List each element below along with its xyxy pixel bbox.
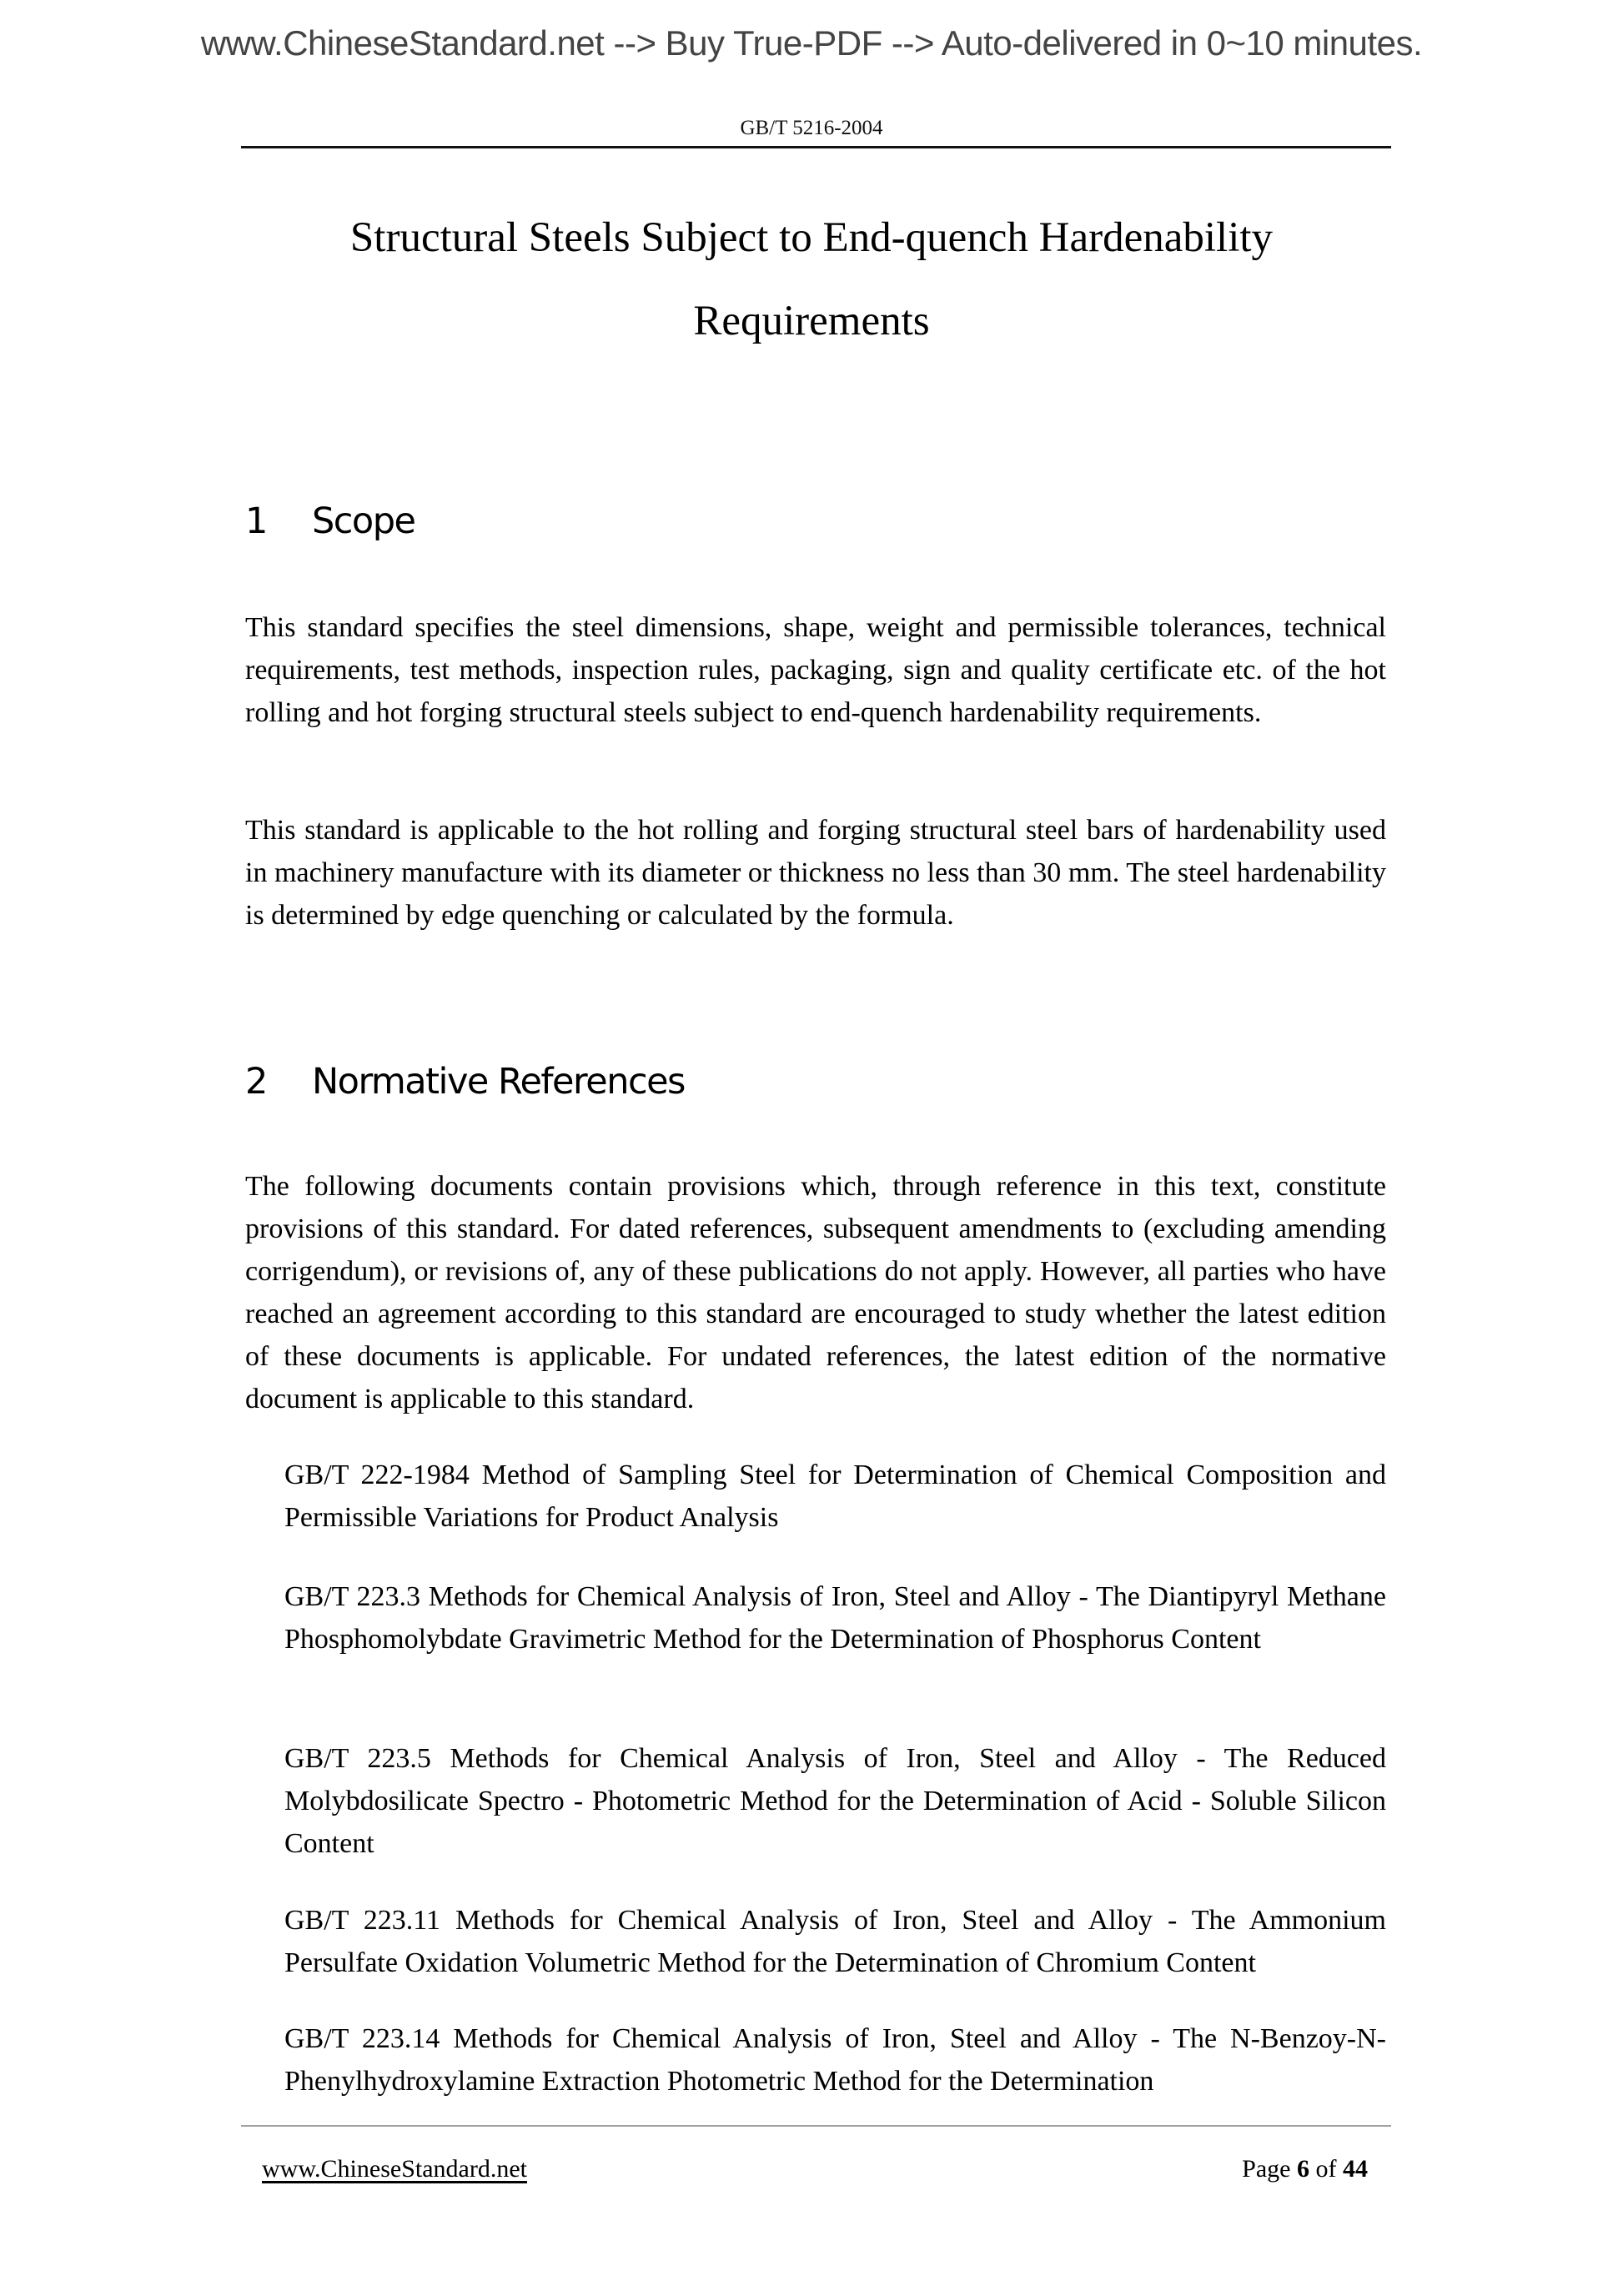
section-number: 2 xyxy=(245,1061,267,1103)
header-rule xyxy=(241,146,1391,148)
document-title-line-2: Requirements xyxy=(693,298,930,344)
footer-website-link[interactable]: www.ChineseStandard.net xyxy=(262,2155,527,2183)
page-number xyxy=(1242,2155,1368,2183)
reference-item: GB/T 223.11 Methods for Chemical Analysis of Iron, Steel and Alloy - The Ammonium Persulfate Oxidation Volumetric Method for the Determination of Chromium Content xyxy=(284,1905,1386,1978)
page-of: of xyxy=(1309,2155,1343,2183)
top-banner: www.ChineseStandard.net --> Buy True-PDF --> Auto-delivered in 0~10 minutes. xyxy=(200,23,1423,63)
section-title: Scope xyxy=(312,500,415,542)
scope-paragraph-2: This standard is applicable to the hot rolling and forging structural steel bars of hardenability used in machinery manufacture with its diameter or thickness no less than 30 mm. The steel hardenability is determined by edge quenching or calculated by the formula. xyxy=(245,815,1386,931)
reference-item: GB/T 223.14 Methods for Chemical Analysis of Iron, Steel and Alloy - The N-Benzoy-N-Phenylhydroxylamine Extraction Photometric Method for the Determination xyxy=(284,2023,1386,2097)
section-heading-scope xyxy=(245,500,415,542)
page-total: 44 xyxy=(1343,2155,1368,2183)
page-current: 6 xyxy=(1297,2155,1309,2183)
reference-item: GB/T 222-1984 Method of Sampling Steel for Determination of Chemical Composition and Permissible Variations for Product Analysis xyxy=(284,1459,1386,1533)
section-title: Normative References xyxy=(312,1061,685,1103)
scope-paragraph-1: This standard specifies the steel dimensions, shape, weight and permissible tolerances, technical requirements, test methods, inspection rules, packaging, sign and quality certificate etc. of the hot rolling and hot forging structural steels subject to end-quench hardenability requirements. xyxy=(245,612,1386,728)
normative-references-paragraph: The following documents contain provisions which, through reference in this text, constitute provisions of this standard. For dated references, subsequent amendments to (excluding amending corrigendum), or revisions of, any of these publications do not apply. However, all parties who have reached an agreement according to this standard are encouraged to study whether the latest edition of these documents is applicable. For undated references, the latest edition of the normative document is applicable to this standard. xyxy=(245,1171,1386,1414)
standard-code: GB/T 5216-2004 xyxy=(740,117,883,139)
document-title-line-1: Structural Steels Subject to End-quench Hardenability xyxy=(349,214,1274,261)
section-number: 1 xyxy=(245,500,267,542)
reference-item: GB/T 223.5 Methods for Chemical Analysis of Iron, Steel and Alloy - The Reduced Molybdosilicate Spectro - Photometric Method for the Determination of Acid - Soluble Silicon Content xyxy=(284,1743,1386,1859)
reference-item: GB/T 223.3 Methods for Chemical Analysis of Iron, Steel and Alloy - The Diantipyryl Methane Phosphomolybdate Gravimetric Method for the Determination of Phosphorus Content xyxy=(284,1581,1386,1655)
footer-rule xyxy=(241,2125,1391,2127)
section-heading-normative-references xyxy=(245,1061,685,1103)
page-prefix: Page xyxy=(1242,2155,1297,2183)
